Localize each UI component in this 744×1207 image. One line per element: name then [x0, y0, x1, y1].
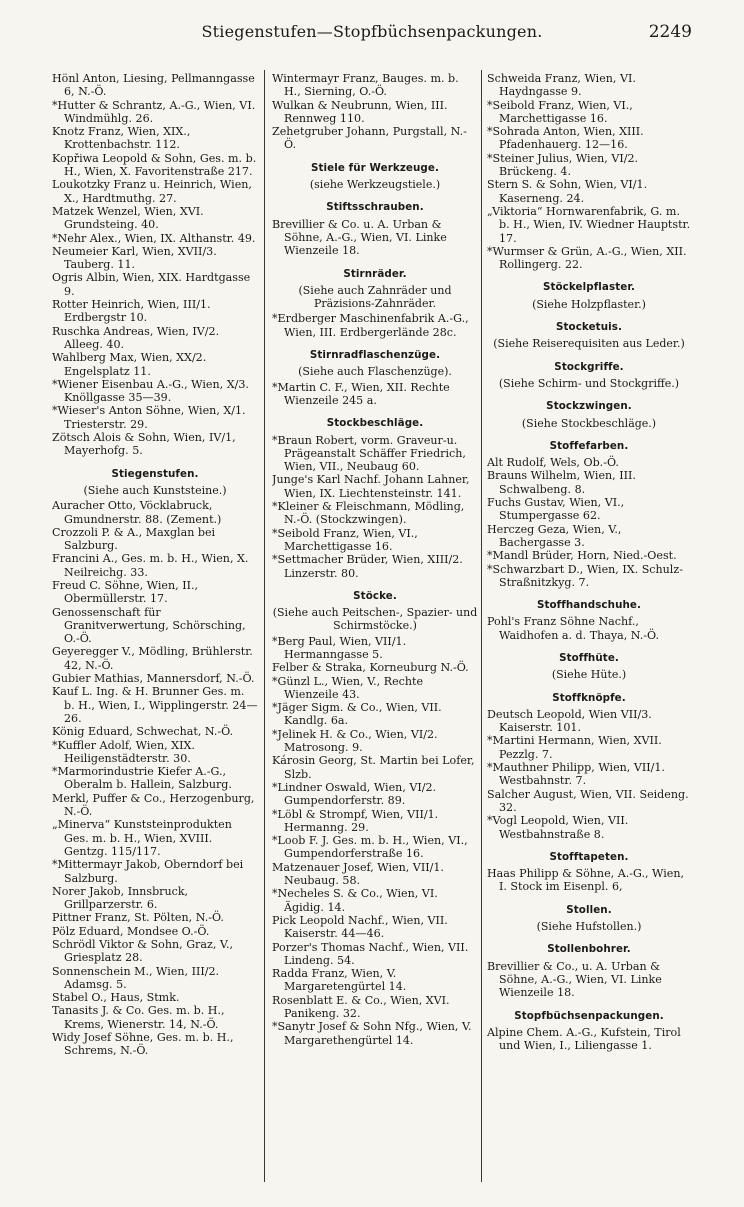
section-heading: Stiele für Werkzeuge.: [311, 161, 439, 174]
directory-entry: Wulkan & Neubrunn, Wien, III. Rennweg 110.: [272, 98, 448, 125]
section-note: (Siehe auch Kunststeine.): [83, 483, 227, 497]
page-header: [0, 22, 744, 48]
directory-entry: Matzenauer Josef, Wien, VII/1. Neubaug. 58.: [272, 860, 444, 888]
directory-entry: Sonnenschein M., Wien, III/2. Adamsg. 5.: [52, 964, 220, 991]
directory-entry: *Loob F. J. Ges. m. b. H., Wien, VI., Gumpendorferstraße 16.: [272, 834, 468, 861]
directory-entry: Brevillier & Co. u. A. Urban & Söhne, A.-G., Wien, VI. Linke Wienzeile 18.: [272, 217, 447, 258]
directory-entry: *Kleiner & Fleischmann, Mödling, N.-Ö. (Stockzwingen).: [272, 500, 465, 527]
directory-entry: *Seibold Franz, Wien, VI., Marchettigasse 16.: [272, 526, 418, 553]
directory-entry: Fuchs Gustav, Wien, VI., Stumpergasse 62.: [487, 496, 625, 523]
directory-entry: *Vogl Leopold, Wien, VII. Westbahnstraße 8.: [487, 814, 629, 841]
section-heading: Stirnräder.: [343, 267, 407, 280]
directory-entry: Freud C. Söhne, Wien, II., Obermüllerstr. 17.: [52, 578, 199, 606]
directory-entry: Pölz Eduard, Mondsee O.-Ö.: [52, 924, 210, 938]
directory-entry: Alpine Chem. A.-G., Kufstein, Tirol und Wien, I., Liliengasse 1.: [487, 1025, 681, 1053]
directory-entry: Loukotzky Franz u. Heinrich, Wien, X., Hardtmuthg. 27.: [52, 178, 252, 205]
section-heading: Stiegenstufen.: [111, 467, 199, 480]
column-right: [487, 72, 691, 1182]
column-rule: [264, 70, 265, 1182]
section-heading: Stockgriffe.: [554, 360, 624, 373]
directory-entry: Wahlberg Max, Wien, XX/2. Engelsplatz 11.: [52, 351, 207, 378]
directory-entry: Zehetgruber Johann, Purgstall, N.-Ö.: [272, 125, 467, 152]
directory-entry: *Martin C. F., Wien, XII. Rechte Wienzeile 245 a.: [272, 380, 450, 407]
directory-entry: Gubier Mathias, Mannersdorf, N.-Ö.: [52, 672, 255, 686]
directory-entry: Junge's Karl Nachf. Johann Lahner, Wien, IX. Liechtensteinstr. 141.: [272, 473, 470, 500]
directory-entry: Felber & Straka, Korneuburg N.-Ö.: [272, 661, 469, 675]
directory-entry: *Necheles S. & Co., Wien, VI. Ägidig. 14.: [272, 887, 438, 914]
directory-entry: „Minerva“ Kunststeinprodukten Ges. m. b. H., Wien, XVIII. Gentzg. 115/117.: [52, 818, 232, 858]
section-heading: Stiftsschrauben.: [326, 201, 424, 214]
running-title: Stiegenstufen—Stopfbüchsenpackungen.: [201, 22, 543, 41]
section-block: [487, 281, 691, 311]
directory-entry: *Nehr Alex., Wien, IX. Althanstr. 49.: [52, 231, 256, 245]
section-block: [487, 652, 691, 682]
directory-entry: Deutsch Leopold, Wien VII/3. Kaiserstr. 101.: [487, 707, 652, 735]
directory-entry: Schweida Franz, Wien, VI. Haydngasse 9.: [487, 72, 636, 99]
column-middle: [272, 72, 478, 1182]
section-note: (siehe Werkzeugstiele.): [309, 178, 441, 192]
directory-entry: König Eduard, Schwechat, N.-Ö.: [52, 725, 234, 739]
column-left: [52, 72, 258, 1182]
section-heading: Stollen.: [566, 903, 612, 916]
directory-entry: Brevillier & Co., u. A. Urban & Söhne, A.-G., Wien, VI. Linke Wienzeile 18.: [487, 959, 662, 1000]
section-heading: Stöcke.: [353, 589, 397, 602]
directory-entry: *Marmorindustrie Kiefer A.-G., Oberalm b. Hallein, Salzburg.: [52, 765, 232, 792]
section-block: [272, 349, 478, 379]
directory-entry: *Jäger Sigm. & Co., Wien, VII. Kandlg. 6a.: [272, 701, 442, 728]
directory-entry: Pick Leopold Nachf., Wien, VII. Kaiserstr. 44—46.: [272, 913, 448, 941]
section-note: (Siehe Reiserequisiten aus Leder.): [493, 337, 685, 351]
directory-entry: Ogris Albin, Wien, XIX. Hardtgasse 9.: [52, 271, 251, 298]
section-block: [52, 468, 258, 498]
directory-entry: Rotter Heinrich, Wien, III/1. Erdbergstr 10.: [52, 298, 211, 325]
section-block: [272, 162, 478, 192]
directory-entry: *Wieser's Anton Söhne, Wien, X/1. Triesterstr. 29.: [52, 404, 246, 431]
directory-entry: Merkl, Puffer & Co., Herzogenburg, N.-Ö.: [52, 791, 255, 819]
directory-entry: *Settmacher Brüder, Wien, XIII/2. Linzerstr. 80.: [272, 553, 463, 580]
directory-entry: Salcher August, Wien, VII. Seideng. 32.: [487, 787, 689, 814]
section-heading: Stollenbohrer.: [547, 943, 631, 956]
directory-entry: Crozzoli P. & A., Maxglan bei Salzburg.: [52, 525, 216, 553]
directory-entry: Porzer's Thomas Nachf., Wien, VII. Lindeng. 54.: [272, 940, 469, 967]
directory-entry: *Löbl & Strompf, Wien, VII/1. Hermanng. 29.: [272, 807, 439, 834]
section-block: [487, 321, 691, 351]
section-block: [272, 590, 478, 633]
section-note: (Siehe Hufstollen.): [536, 920, 642, 934]
directory-entry: Norer Jakob, Innsbruck, Grillparzerstr. 6.: [52, 884, 189, 912]
section-heading: Stockzwingen.: [546, 400, 632, 413]
directory-entry: Neumeier Karl, Wien, XVII/3. Tauberg. 11.: [52, 244, 217, 272]
directory-entry: *Wiener Eisenbau A.-G., Wien, X/3. Knöllgasse 35—39.: [52, 377, 249, 405]
section-heading: Stoffefarben.: [549, 439, 629, 452]
section-heading: Stoffhüte.: [559, 651, 619, 664]
directory-entry: Stabel O., Haus, Stmk.: [52, 991, 180, 1005]
directory-entry: Herczeg Geza, Wien, V., Bachergasse 3.: [487, 522, 622, 549]
directory-entry: Widy Josef Söhne, Ges. m. b. H., Schrems, N.-Ö.: [52, 1031, 234, 1058]
directory-entry: Haas Philipp & Söhne, A.-G., Wien, I. Stock im Eisenpl. 6,: [487, 867, 685, 894]
directory-entry: Pohl's Franz Söhne Nachf., Waidhofen a. d. Thaya, N.-Ö.: [487, 615, 660, 642]
directory-entry: *Schwarzbart D., Wien, IX. Schulz-Straßnitzkyg. 7.: [487, 562, 683, 589]
section-heading: Stoffhandschuhe.: [536, 599, 642, 612]
section-block: [487, 1010, 691, 1023]
directory-entry: Tanasits J. & Co. Ges. m. b. H., Krems, Wienerstr. 14, N.-Ö.: [52, 1004, 225, 1031]
directory-entry: Brauns Wilhelm, Wien, III. Schwalbeng. 8.: [487, 469, 636, 496]
section-block: [487, 692, 691, 705]
directory-entry: *Erdberger Maschinenfabrik A.-G., Wien, III. Erdbergerlände 28c.: [272, 312, 469, 339]
section-heading: Stoffknöpfe.: [552, 691, 626, 704]
directory-entry: Stern S. & Sohn, Wien, VI/1. Kaserneng. 24.: [487, 178, 648, 205]
directory-entry: *Wurmser & Grün, A.-G., Wien, XII. Rollingerg. 22.: [487, 244, 687, 272]
section-heading: Stöckelpflaster.: [542, 281, 636, 294]
section-block: [487, 400, 691, 430]
section-block: [487, 943, 691, 956]
section-heading: Stirnradflaschenzüge.: [309, 349, 441, 362]
directory-entry: Pittner Franz, St. Pölten, N.-Ö.: [52, 911, 224, 925]
section-block: [487, 440, 691, 453]
directory-entry: *Martini Hermann, Wien, XVII. Pezzlg. 7.: [487, 734, 662, 761]
section-heading: Stofftapeten.: [549, 850, 629, 863]
section-note: (Siehe Hüte.): [551, 668, 627, 682]
directory-entry: Geyeregger V., Mödling, Brühlerstr. 42, N.-Ö.: [52, 645, 253, 672]
section-note: (Siehe Schirm- und Stockgriffe.): [498, 376, 680, 390]
section-block: [272, 201, 478, 214]
section-note: (Siehe auch Flaschenzüge).: [298, 365, 452, 379]
directory-entry: Hönl Anton, Liesing, Pellmanngasse 6, N.-Ö.: [52, 72, 255, 99]
directory-entry: „Viktoria“ Hornwarenfabrik, G. m. b. H., Wien, IV. Wiedner Hauptstr. 17.: [487, 204, 691, 245]
section-heading: Stocketuis.: [556, 321, 622, 334]
directory-entry: *Lindner Oswald, Wien, VI/2. Gumpendorferstr. 89.: [272, 780, 437, 808]
section-heading: Stockbeschläge.: [326, 417, 424, 430]
directory-entry: *Günzl L., Wien, V., Rechte Wienzeile 43.: [272, 674, 424, 701]
section-note: (Siehe Stockbeschläge.): [521, 416, 657, 430]
directory-entry: Wintermayr Franz, Bauges. m. b. H., Sierning, O.-Ö.: [272, 72, 459, 99]
directory-entry: *Mauthner Philipp, Wien, VII/1. Westbahnstr. 7.: [487, 761, 665, 788]
directory-entry: Károsin Georg, St. Martin bei Lofer, Slzb.: [272, 754, 475, 781]
directory-entry: Rosenblatt E. & Co., Wien, XVI. Panikeng. 32.: [272, 993, 450, 1020]
section-block: [272, 268, 478, 311]
section-block: [487, 361, 691, 391]
directory-entry: *Mittermayr Jakob, Oberndorf bei Salzburg.: [52, 858, 244, 885]
directory-entry: Alt Rudolf, Wels, Ob.-Ö.: [487, 456, 619, 470]
section-block: [487, 851, 691, 864]
section-note: (Siehe auch Zahnräder und Präzisions-Zahnräder.: [298, 283, 452, 311]
directory-entry: Schrödl Viktor & Sohn, Graz, V., Griesplatz 28.: [52, 938, 233, 965]
directory-entry: Genossenschaft für Granitverwertung, Schörsching, O.-Ö.: [52, 605, 246, 646]
directory-entry: Matzek Wenzel, Wien, XVI. Grundsteing. 40.: [52, 204, 204, 232]
directory-entry: *Seibold Franz, Wien, VI., Marchettigasse 16.: [487, 98, 633, 125]
column-rule: [481, 70, 482, 1182]
section-note: (Siehe auch Peitschen-, Spazier- und Schirmstöcke.): [272, 606, 478, 633]
directory-entry: *Steiner Julius, Wien, VI/2. Brückeng. 4.: [487, 151, 639, 179]
directory-entry: Radda Franz, Wien, V. Margaretengürtel 14.: [272, 967, 407, 994]
directory-entry: Kopřiwa Leopold & Sohn, Ges. m. b. H., Wien, X. Favoritenstraße 217.: [52, 151, 257, 179]
directory-entry: Auracher Otto, Vöcklabruck, Gmundnerstr. 88. (Zement.): [52, 499, 222, 526]
directory-entry: *Braun Robert, vorm. Graveur-u. Prägeanstalt Schäffer Friedrich, Wien, VII., Neubaug 60.: [272, 433, 466, 474]
section-block: [272, 417, 478, 430]
directory-entry: *Sohrada Anton, Wien, XIII. Pfadenhauerg. 12—16.: [487, 125, 644, 152]
directory-entry: Ruschka Andreas, Wien, IV/2. Alleeg. 40.: [52, 324, 220, 351]
directory-entry: *Hutter & Schrantz, A.-G., Wien, VI. Windmühlg. 26.: [52, 98, 256, 125]
directory-entry: *Jelinek H. & Co., Wien, VI/2. Matrosong. 9.: [272, 727, 438, 755]
directory-entry: *Sanytr Josef & Sohn Nfg., Wien, V. Margarethengürtel 14.: [272, 1020, 472, 1047]
directory-entry: Kauf L. Ing. & H. Brunner Ges. m. b. H., Wien, I., Wipplingerstr. 24—26.: [52, 685, 258, 725]
section-note: (Siehe Holzpflaster.): [532, 297, 646, 311]
page-number: 2249: [648, 22, 692, 42]
directory-entry: *Berg Paul, Wien, VII/1. Hermanngasse 5.: [272, 634, 407, 661]
directory-entry: *Kuffler Adolf, Wien, XIX. Heiligenstädterstr. 30.: [52, 738, 195, 765]
directory-entry: Zötsch Alois & Sohn, Wien, IV/1, Mayerhofg. 5.: [52, 431, 236, 458]
directory-entry: Knotz Franz, Wien, XIX., Krottenbachstr. 112.: [52, 125, 191, 152]
section-block: [487, 904, 691, 934]
section-heading: Stopfbüchsenpackungen.: [514, 1009, 664, 1022]
directory-entry: *Mandl Brüder, Horn, Nied.-Oest.: [487, 549, 677, 563]
directory-entry: Francini A., Ges. m. b. H., Wien, X. Neilreichg. 33.: [52, 552, 249, 579]
section-block: [487, 599, 691, 612]
